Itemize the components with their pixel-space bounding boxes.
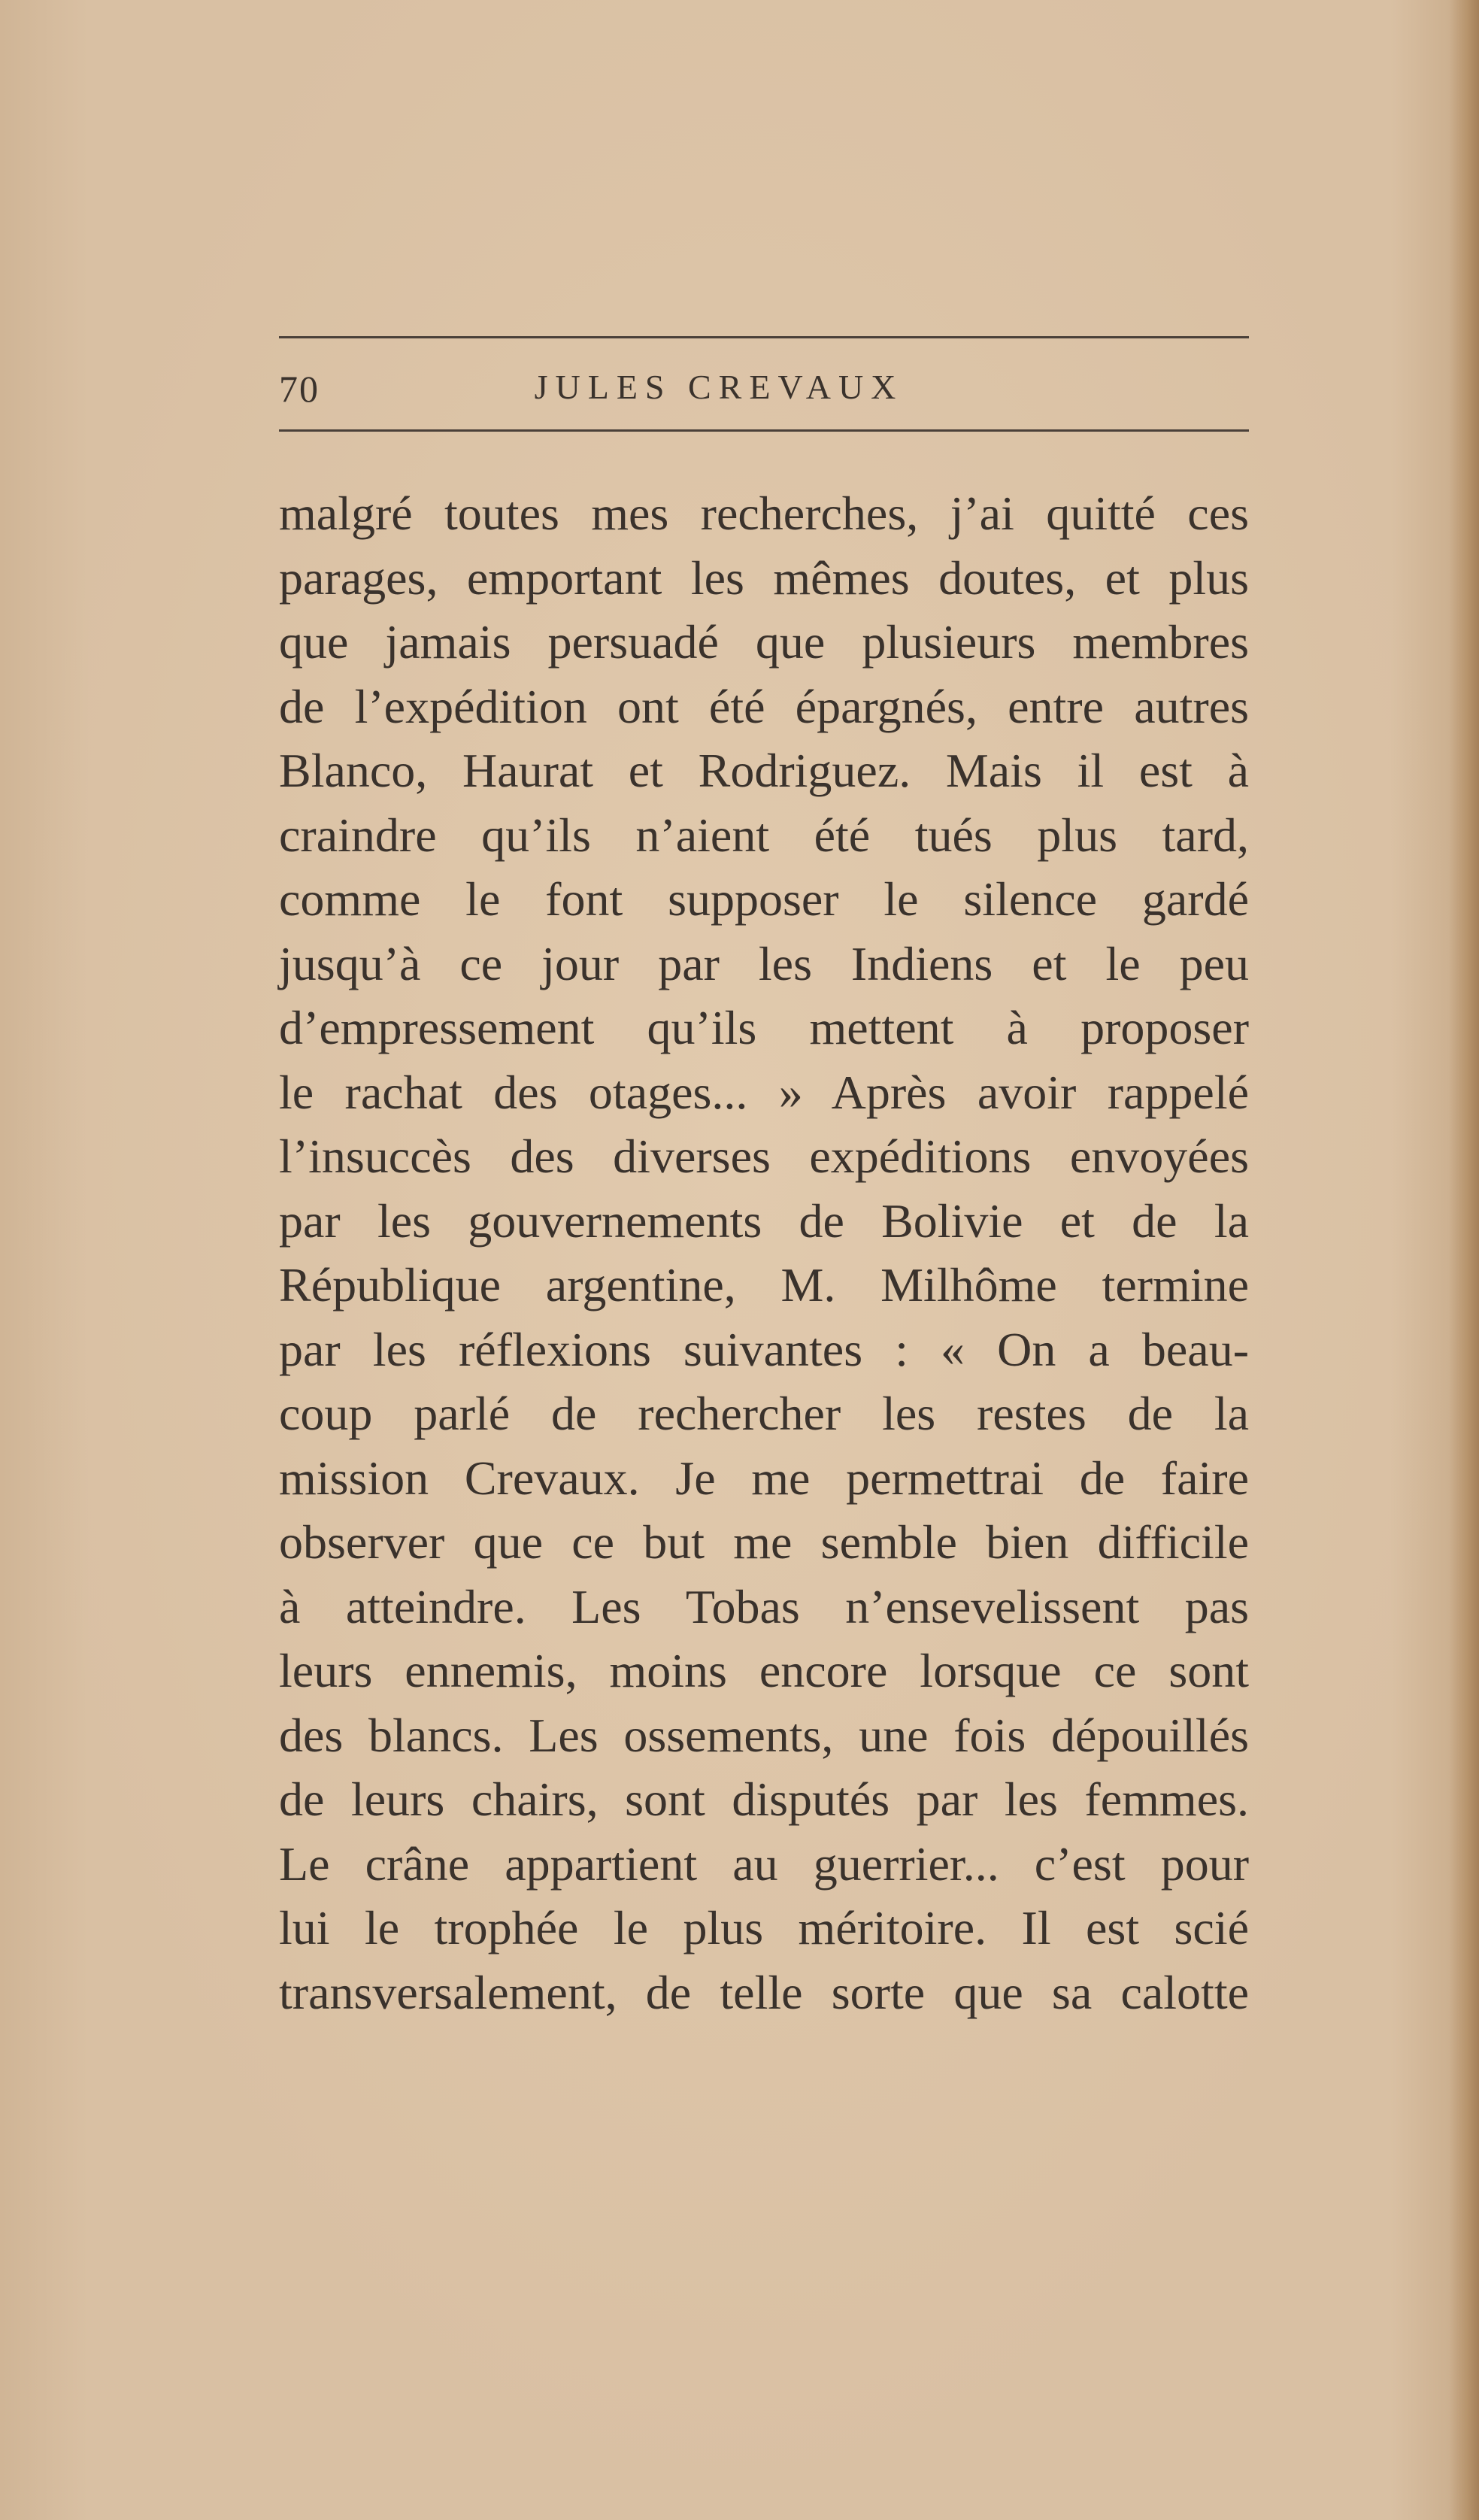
text-line: observer que ce but me semble bien difficile bbox=[279, 1515, 1249, 1569]
header-bottom-rule bbox=[279, 429, 1249, 432]
page-header bbox=[279, 353, 1249, 421]
text-line: malgré toutes mes recherches, j’ai quitté ces bbox=[279, 487, 1249, 540]
text-line: par les réflexions suivantes : « On a beau- bbox=[279, 1322, 1249, 1376]
text-line: leurs ennemis, moins encore lorsque ce sont bbox=[279, 1644, 1249, 1697]
text-line: par les gouvernements de Bolivie et de la bbox=[279, 1193, 1249, 1248]
text-line: l’insuccès des diverses expéditions envoyées bbox=[279, 1130, 1249, 1183]
text-line: lui le trophée le plus méritoire. Il est scié bbox=[279, 1901, 1249, 1954]
text-line: craindre qu’ils n’aient été tués plus tard, bbox=[279, 808, 1249, 862]
header-top-rule bbox=[279, 336, 1249, 338]
text-line: coup parlé de rechercher les restes de la bbox=[279, 1387, 1249, 1440]
text-line: jusqu’à ce jour par les Indiens et le peu bbox=[279, 936, 1249, 990]
text-line: République argentine, M. Milhôme termine bbox=[279, 1258, 1249, 1312]
text-line: de leurs chairs, sont disputés par les femmes. bbox=[279, 1772, 1249, 1826]
text-line: le rachat des otages... » Après avoir rappelé bbox=[279, 1065, 1249, 1119]
text-line: Le crâne appartient au guerrier... c’est pour bbox=[279, 1836, 1249, 1891]
text-line: Blanco, Haurat et Rodriguez. Mais il est à bbox=[279, 744, 1249, 797]
text-line: de l’expédition ont été épargnés, entre autres bbox=[279, 679, 1249, 733]
text-line: comme le font supposer le silence gardé bbox=[279, 872, 1249, 926]
text-line: transversalement, de telle sorte que sa calotte bbox=[279, 1965, 1249, 2019]
page-number: 70 bbox=[279, 368, 320, 410]
running-title: JULES CREVAUX bbox=[534, 368, 904, 406]
text-line: à atteindre. Les Tobas n’ensevelissent pas bbox=[279, 1579, 1249, 1633]
text-line: des blancs. Les ossements, une fois dépouillés bbox=[279, 1708, 1249, 1762]
body-text bbox=[279, 481, 1249, 2024]
text-line: parages, emportant les mêmes doutes, et plus bbox=[279, 550, 1249, 605]
text-line: mission Crevaux. Je me permettrai de faire bbox=[279, 1451, 1249, 1505]
page-edge bbox=[1449, 0, 1479, 2520]
text-line: d’empressement qu’ils mettent à proposer bbox=[279, 1001, 1249, 1054]
text-line: que jamais persuadé que plusieurs membres bbox=[279, 615, 1249, 669]
